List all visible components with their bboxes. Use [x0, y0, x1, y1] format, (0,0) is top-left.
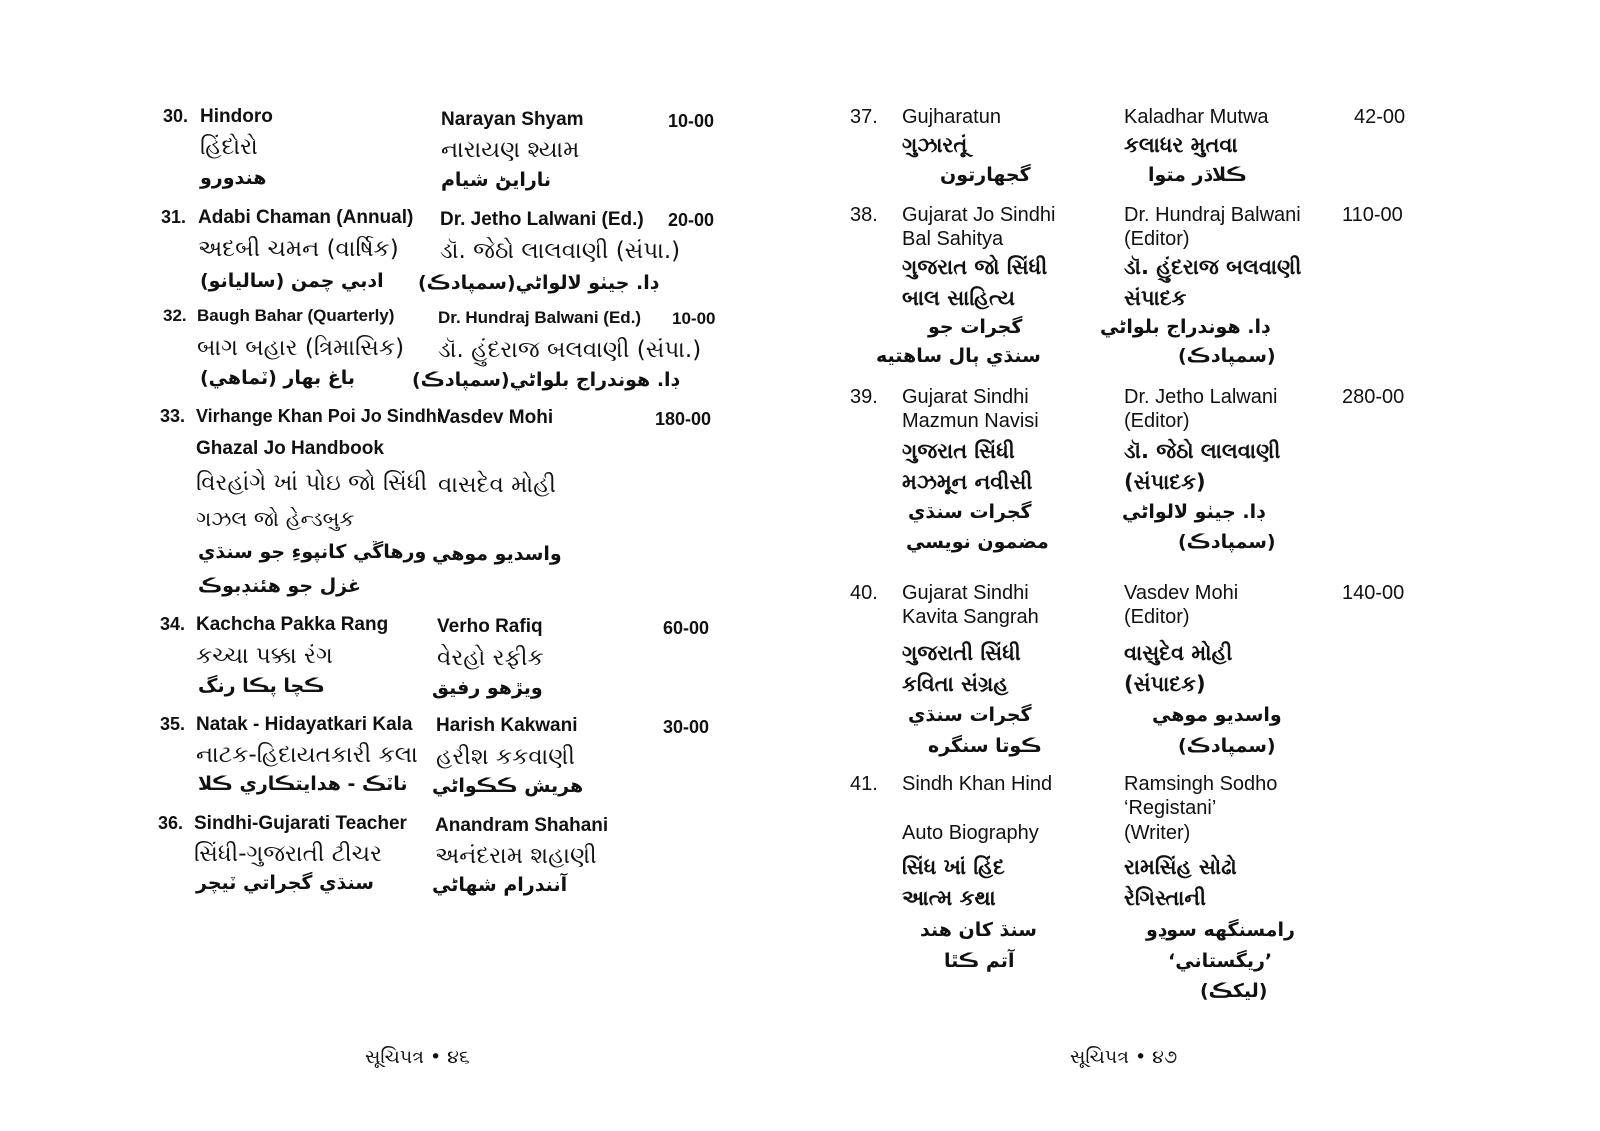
title-english: Virhange Khan Poi Jo Sindhi — [196, 406, 442, 426]
title-english: Kachcha Pakka Rang — [196, 614, 389, 635]
author-sindhi-line3: (ليکڪ) — [1200, 980, 1268, 1002]
price: 30-00 — [663, 717, 710, 737]
page-footer: સૂચિપત્ર • ૪૭ — [1070, 1046, 1178, 1068]
author-english: Harish Kakwani — [436, 715, 578, 736]
author-gujarati: હરીશ કકવાણી — [436, 744, 575, 770]
author-sindhi: ڪلاڌر متوا — [1148, 164, 1247, 186]
title-gujarati: હિંદોરો — [200, 134, 258, 160]
author-sindhi: ڊا. هوندراج بلواڻي(سمپادڪ) — [412, 369, 680, 391]
title-gujarati: સિંધ ખાં હિંદ — [902, 855, 1005, 879]
author-english-line2: (Editor) — [1124, 228, 1190, 250]
title-gujarati-line2: મઝમૂન નવીસી — [902, 470, 1033, 494]
author-sindhi: واسديو موهي — [432, 543, 562, 565]
entry-number: 38. — [850, 204, 878, 226]
author-english: Narayan Shyam — [441, 109, 584, 130]
title-sindhi-line2: مضمون نويسي — [906, 531, 1049, 553]
price: 140-00 — [1342, 582, 1405, 604]
author-english: Kaladhar Mutwa — [1124, 106, 1269, 128]
author-sindhi-line2: (سمپادڪ) — [1178, 345, 1276, 367]
author-sindhi-line2: ’ريگستاني‘ — [1168, 950, 1273, 972]
author-sindhi: ڊا. جيٺو لالواڻي — [1122, 501, 1265, 523]
title-sindhi-line2: سنڌي ٻال ساهتيه — [876, 345, 1041, 367]
title-sindhi: ادبي چمن (ساليانو) — [200, 270, 384, 292]
author-english: Vasdev Mohi — [1124, 582, 1239, 604]
price: 110-00 — [1342, 204, 1403, 226]
author-gujarati: ડૉ. જેઠો લાલવાણી (સંપા.) — [440, 238, 681, 264]
title-gujarati: ગુજરાત જો સિંધી — [902, 255, 1048, 279]
title-sindhi: ڪچا پڪا رنگ — [198, 675, 325, 697]
title-sindhi-line2: آتم ڪٿا — [944, 950, 1015, 972]
title-sindhi: ناٽڪ - هدايتڪاري ڪلا — [198, 773, 408, 795]
title-english: Sindh Khan Hind — [902, 773, 1053, 795]
author-gujarati-line2: (સંપાદક) — [1124, 470, 1206, 494]
author-sindhi-line2: (سمپادڪ) — [1178, 531, 1276, 553]
title-sindhi-line2: ڪوتا سنگره — [928, 735, 1042, 757]
author-sindhi: آنندرام شهاڻي — [432, 874, 568, 896]
entry-number: 34. — [160, 614, 186, 634]
entry-number: 35. — [160, 714, 186, 734]
title-gujarati: અદબી ચમન (વાર્ષિક) — [198, 236, 399, 262]
title-gujarati: ગુઝારતૂં — [902, 133, 968, 157]
title-english: Natak - Hidayatkari Kala — [196, 714, 413, 735]
author-gujarati: વાસદેવ મોહી — [438, 472, 557, 498]
entry-number: 40. — [850, 582, 878, 604]
author-sindhi: ڊا. هوندراج بلواڻي — [1100, 316, 1270, 338]
author-gujarati-line2: સંપાદક — [1124, 286, 1187, 310]
title-sindhi: گجرات سنڌي — [908, 501, 1032, 523]
entry-number: 41. — [850, 773, 878, 795]
title-sindhi: سنڌ کان هند — [920, 919, 1037, 941]
title-english-line2: Mazmun Navisi — [902, 410, 1039, 432]
author-sindhi: نارايڻ شيام — [441, 169, 552, 191]
author-english-line2: ‘Registani’ — [1124, 797, 1217, 819]
entry-number: 31. — [161, 207, 187, 227]
page-footer: સૂચિપત્ર • ૪૬ — [365, 1046, 470, 1068]
price: 10-00 — [672, 309, 716, 328]
title-gujarati: નાટક-હિદાયતકારી કલા — [196, 742, 418, 768]
author-gujarati-line2: રેગિસ્તાની — [1124, 886, 1207, 910]
title-sindhi: سنڌي گجراتي ٽيچر — [196, 872, 374, 894]
title-gujarati: સિંધી-ગુજરાતી ટીચર — [194, 841, 382, 867]
title-gujarati-line2: ગઝલ જો હેન્ડબુક — [196, 507, 355, 531]
price: 280-00 — [1342, 386, 1405, 408]
author-sindhi: رامسنگهه سوڍو — [1146, 919, 1295, 941]
price: 42-00 — [1354, 106, 1406, 128]
price: 20-00 — [668, 210, 715, 230]
title-sindhi: باغ بهار (ٽماهي) — [200, 367, 355, 389]
title-gujarati: વિરહાંગે ખાં પોઇ જો સિંધી — [196, 470, 428, 496]
author-english: Verho Rafiq — [437, 616, 543, 637]
author-gujarati: નારાયણ શ્યામ — [441, 137, 580, 163]
entry-number: 32. — [163, 306, 187, 325]
title-english: Hindoro — [200, 106, 273, 127]
entry-number: 33. — [160, 406, 186, 426]
price: 10-00 — [668, 111, 715, 131]
title-sindhi: هندورو — [200, 167, 267, 189]
author-english-line3: (Writer) — [1124, 822, 1191, 844]
title-gujarati: ગુજરાત સિંધી — [902, 439, 1015, 463]
title-sindhi-line2: غزل جو هئنڊبوڪ — [198, 575, 361, 597]
author-gujarati: રામસિંહ સોઢો — [1124, 855, 1237, 879]
author-english: Dr. Jetho Lalwani (Ed.) — [440, 209, 644, 230]
title-sindhi: ورهاڱي کانپوءِ جو سنڌي — [198, 541, 427, 563]
title-gujarati-line2: બાલ સાહિત્ય — [902, 286, 1016, 310]
author-sindhi: ويڙهو رفيق — [432, 677, 543, 699]
entry-number: 39. — [850, 386, 878, 408]
title-english: Gujarat Sindhi — [902, 582, 1029, 604]
title-english: Gujharatun — [902, 106, 1001, 128]
title-sindhi: گجرات سنڌي — [908, 704, 1032, 726]
author-gujarati: ડૉ. હુંદરાજ બલવાણી (સંપા.) — [438, 337, 702, 363]
author-sindhi: واسديو موهي — [1152, 704, 1282, 726]
author-english: Vasdev Mohi — [438, 407, 554, 428]
title-english: Sindhi-Gujarati Teacher — [194, 813, 407, 834]
title-gujarati-line2: આત્મ કથા — [902, 886, 996, 910]
title-english-line2: Kavita Sangrah — [902, 606, 1039, 628]
title-english-line2: Auto Biography — [902, 822, 1039, 844]
title-english-line2: Ghazal Jo Handbook — [196, 438, 384, 459]
title-english-line2: Bal Sahitya — [902, 228, 1004, 250]
title-english: Gujarat Jo Sindhi — [902, 204, 1056, 226]
author-english-line2: (Editor) — [1124, 410, 1190, 432]
author-gujarati: ડૉ. હુંદરાજ બલવાણી — [1124, 255, 1302, 279]
title-gujarati: કચ્ચા પક્કા રંગ — [196, 643, 333, 669]
title-gujarati-line2: કવિતા સંગ્રહ — [902, 672, 1009, 696]
title-gujarati: ગુજરાતી સિંધી — [902, 641, 1021, 665]
title-english: Baugh Bahar (Quarterly) — [197, 306, 395, 325]
author-english: Dr. Hundraj Balwani — [1124, 204, 1301, 226]
author-english: Ramsingh Sodho — [1124, 773, 1278, 795]
right-page — [800, 0, 1600, 1131]
author-gujarati: વેરહો રફીક — [437, 645, 544, 671]
price: 60-00 — [663, 618, 710, 638]
title-gujarati: બાગ બહાર (ત્રિમાસિક) — [197, 335, 405, 361]
author-english-line2: (Editor) — [1124, 606, 1190, 628]
author-gujarati: કલાધર મુતવા — [1124, 133, 1238, 157]
entry-number: 30. — [163, 106, 189, 126]
entry-number: 37. — [850, 106, 878, 128]
title-english: Gujarat Sindhi — [902, 386, 1029, 408]
entry-number: 36. — [158, 813, 184, 833]
author-gujarati-line2: (સંપાદક) — [1124, 672, 1206, 696]
author-english: Dr. Hundraj Balwani (Ed.) — [438, 308, 642, 327]
author-gujarati: અનંદરામ શહાણી — [435, 843, 597, 869]
author-sindhi-line2: (سمپادڪ) — [1178, 735, 1276, 757]
title-sindhi: گجهارتون — [940, 164, 1031, 186]
author-gujarati: વાસુદેવ મોહી — [1124, 641, 1233, 665]
author-english: Anandram Shahani — [435, 815, 609, 836]
title-sindhi: گجرات جو — [928, 316, 1023, 338]
title-english: Adabi Chaman (Annual) — [198, 207, 414, 228]
author-sindhi: هريش ڪڪواڻي — [432, 775, 584, 797]
price: 180-00 — [655, 409, 712, 429]
author-english: Dr. Jetho Lalwani — [1124, 386, 1278, 408]
author-sindhi: ڊا. جيٺو لالواڻي(سمپادڪ) — [418, 272, 659, 294]
author-gujarati: ડૉ. જેઠો લાલવાણી — [1124, 439, 1281, 463]
